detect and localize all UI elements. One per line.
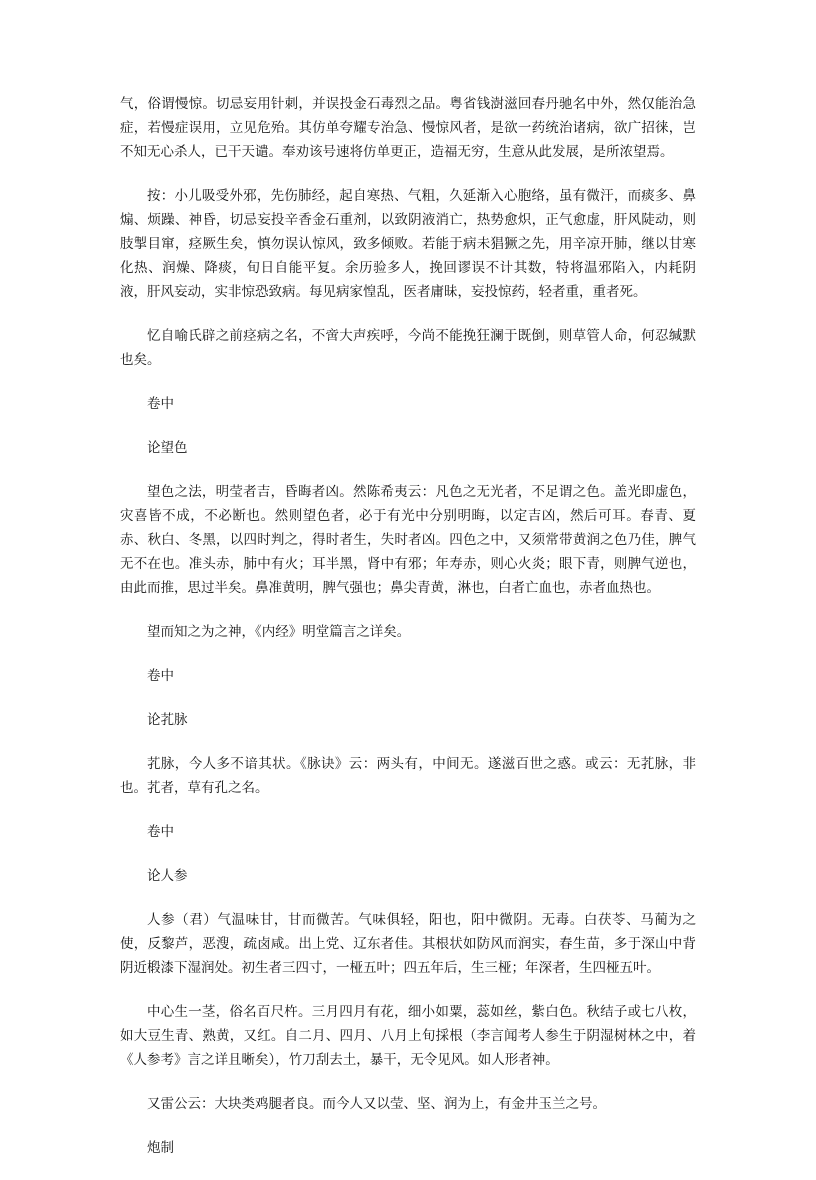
paragraph: 中心生一茎，俗名百尺杵。三月四月有花，细小如粟，蕊如丝，紫白色。秋结子或七八枚，如大豆生青、熟黄，又红。自二月、四月、八月上旬採根（李言闻考人参生于阴湿树林之中，着《人参考》言之详且晰矣），竹刀刮去土，暴干，无令见风。如人形者神。 [120, 1004, 696, 1068]
paragraph: 按：小儿吸受外邪，先伤肺经，起自寒热、气粗，久延渐入心胞络，虽有微汗，而痰多、鼻煽、烦躁、神昏，切忌妄投辛香金石重剂，以致阴液消亡，热势愈炽，正气愈虚，肝风陡动，则肢掣目窜，痉厥生矣，慎勿误认惊风，致多倾败。若能于病未猖獗之先，用辛凉开肺，继以甘寒化热、润燥、降痰，旬日自能平复。余历验多人，挽回谬误不计其数，特将温邪陷入，内耗阴液，肝风妄动，实非惊恐致病。每见病家惶乱，医者庸昧，妄投惊药，轻者重，重者死。 [120, 188, 696, 300]
volume-heading: 卷中 [147, 396, 174, 412]
section-heading: 论人参 [147, 868, 188, 884]
volume-heading: 卷中 [147, 824, 174, 840]
section-heading: 论望色 [147, 440, 188, 456]
section-heading: 论芤脉 [147, 712, 188, 728]
paragraph: 又雷公云：大块类鸡腿者良。而今人又以莹、坚、润为上，有金井玉兰之号。 [147, 1096, 606, 1112]
document-page [120, 92, 696, 1180]
volume-heading: 卷中 [147, 668, 174, 684]
paragraph: 芤脉，今人多不谙其状。《脉诀》云：两头有，中间无。遂滋百世之惑。或云：无芤脉，非也。芤者，草有孔之名。 [120, 756, 696, 796]
paragraph: 气，俗谓慢惊。切忌妄用针刺，并误投金石毒烈之品。粤省钱澍滋回春丹驰名中外，然仅能治急症，若慢症误用，立见危殆。其仿单夸耀专治急、慢惊风者，是欲一药统治诸病，欲广招徕，岂不知无心杀人，已干天谴。奉劝该号速将仿单更正，造福无穷，生意从此发展，是所浓望焉。 [120, 96, 696, 160]
paragraph: 望而知之为之神，《内经》明堂篇言之详矣。 [147, 624, 411, 640]
paragraph: 望色之法，明莹者吉，昏晦者凶。然陈希夷云：凡色之无光者，不足谓之色。盖光即虚色，灾喜皆不成，不必断也。然则望色者，必于有光中分别明晦，以定吉凶，然后可耳。春青、夏赤、秋白、冬黑，以四时判之，得时者生，失时者凶。四色之中，又须常带黄润之色乃佳，脾气无不在也。准头赤，肺中有火；耳半黑，肾中有邪；年寿赤，则心火炎；眼下青，则脾气逆也，由此而推，思过半矣。鼻准黄明，脾气强也；鼻尖青黄，淋也，白者亡血也，赤者血热也。 [120, 484, 696, 596]
paragraph: 人参（君）气温味甘，甘而微苦。气味俱轻，阳也，阳中微阴。无毒。白茯苓、马蔺为之使，反黎芦，恶溲，疏卤咸。出上党、辽东者佳。其根状如防风而润实，春生苗，多于深山中背阴近椴漆下湿润处。初生者三四寸，一桠五叶；四五年后，生三桠；年深者，生四桠五叶。 [120, 912, 696, 976]
section-heading: 炮制 [147, 1140, 174, 1156]
paragraph: 忆自喻氏辟之前痉病之名，不啻大声疾呼，今尚不能挽狂澜于既倒，则草管人命，何忍缄默也矣。 [120, 328, 696, 368]
